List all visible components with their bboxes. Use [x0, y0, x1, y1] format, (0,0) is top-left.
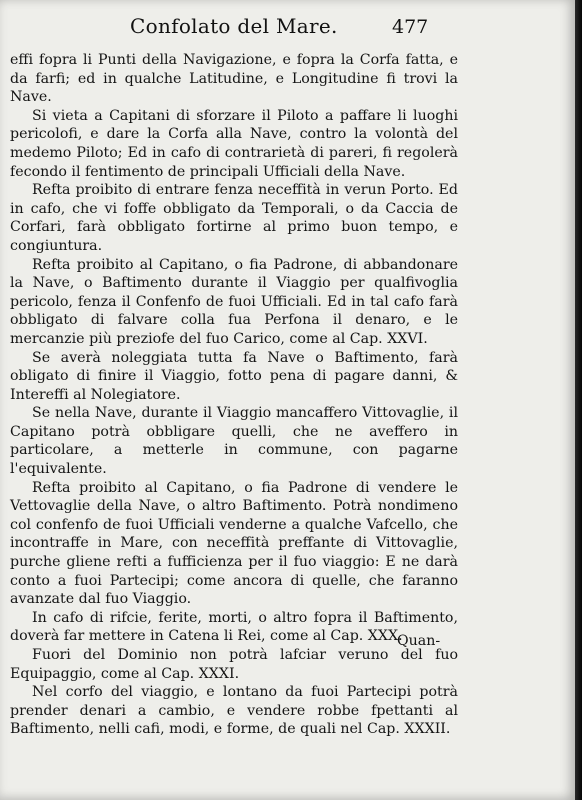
paragraph: Refta proibito di entrare fenza neceffità in verun Porto. Ed in cafo, che vi foffe obbligato da Temporali, o da Caccia de Corfari, farà obbligato fortirne al primo buon tempo, e congiuntura. [10, 182, 458, 254]
page-edge-shadow [575, 0, 582, 800]
paragraph: Se averà noleggiata tutta fa Nave o Baftimento, farà obligato di finire il Viaggio, fotto pena di pagare danni, & Intereffi al Nolegiatore. [10, 349, 458, 403]
catchword: Quan- [397, 633, 441, 649]
paragraph: In cafo di rifcie, ferite, morti, o altro fopra il Baftimento, doverà far mettere in Catena li Rei, come al Cap. XXX. [10, 609, 458, 645]
body-text [10, 51, 458, 739]
page-header [0, 14, 575, 48]
page-number: 477 [392, 16, 429, 38]
paragraph: Fuori del Dominio non potrà lafciar veruno del fuo Equipaggio, come al Cap. XXXI. [10, 647, 458, 682]
paragraph: Si vieta a Capitani di sforzare il Piloto a paffare li luoghi pericolofi, e dare la Corfa alla Nave, contro la volontà del medemo Piloto; Ed in cafo di contrarietà di pareri, fi regolerà fecondo il fentimento de principali Ufficiali della Nave. [10, 107, 458, 180]
paragraph: Nel corfo del viaggio, e lontano da fuoi Partecipi potrà prender denari a cambio, e vendere robbe fpettanti al Baftimento, nelli cafi, modi, e forme, de quali nel Cap. XXXII. [10, 684, 458, 738]
running-title: Confolato del Mare. [130, 14, 338, 38]
paragraph: Se nella Nave, durante il Viaggio mancaffero Vittovaglie, il Capitano potrà obbligare quelli, che ne aveffero in particolare, a metterle in commune, con pagarne l'equivalente. [10, 405, 458, 478]
paragraph: Refta proibito al Capitano, o fia Padrone, di abbandonare la Nave, o Baftimento durante il Viaggio per qualfivoglia pericolo, fenza il Confenfo de fuoi Ufficiali. Ed in tal cafo farà obbligato di falvare colla fua Perfona il denaro, e le mercanzie più preziofe del fuo Carico, come al Cap. XXVI. [10, 256, 458, 347]
paragraph: effi fopra li Punti della Navigazione, e fopra la Corfa fatta, e da farfi; ed in qualche Latitudine, e Longitudine fi trovi la Nave. [10, 52, 458, 106]
paragraph: Refta proibito al Capitano, o fia Padrone di vendere le Vettovaglie della Nave, o altro Baftimento. Potrà nondimeno col confenfo de fuoi Ufficiali venderne a qualche Vafcello, che incontraffe in Mare, con neceffità preffante di Vittovaglie, purche gliene refti a fufficienza per il fuo viaggio: E ne darà conto a fuoi Partecipi; come ancora di quelle, che faranno avanzate dal fuo Viaggio. [10, 479, 458, 608]
